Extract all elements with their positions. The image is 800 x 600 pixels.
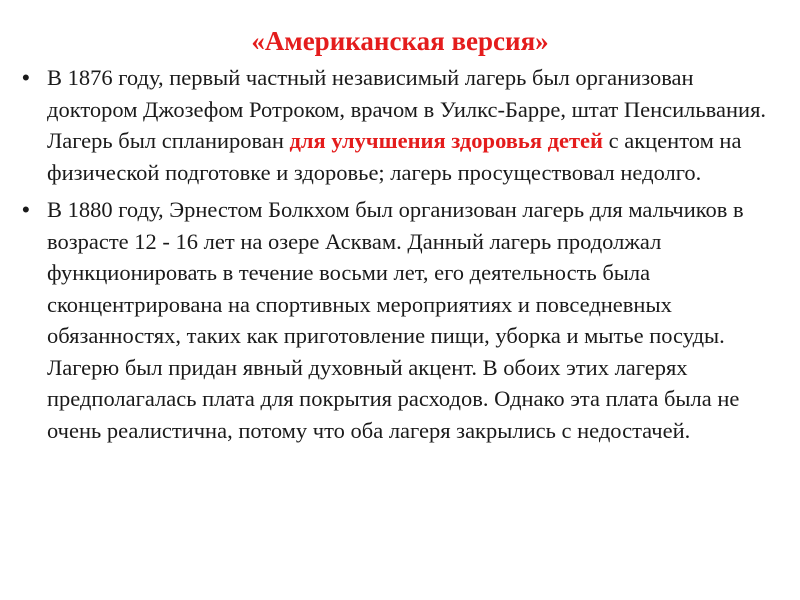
bullet-marker-icon: • bbox=[22, 65, 30, 90]
bullet-1-text-before: В 1876 году, первый частный независимый лагерь был организован доктором Джозефом Ротроком, врачом в Уилкс-Барре, штат Пенсильвания. Лагерь был спланирован bbox=[47, 65, 767, 153]
bullet-item-1 bbox=[22, 62, 782, 188]
bullet-marker-icon: • bbox=[22, 197, 30, 222]
bullet-2-text: В 1880 году, Эрнестом Болкхом был организован лагерь для мальчиков в возрасте 12 - 16 лет на озере Асквам. Данный лагерь продолжал функционировать в течение восьми лет, его деятельность была сконцентрирована на спортивных мероприятиях и повседневных обязанностях, таких как приготовление пищи, уборка и мытье посуды. Лагерю был придан явный духовный акцент. В обоих этих лагерях предполагалась плата для покрытия расходов. Однако эта плата была не очень реалистична, потому что оба лагеря закрылись с недостачей. bbox=[47, 197, 744, 443]
bullet-1-text-after: с акцентом на физической подготовке и здоровье; лагерь просуществовал недолго. bbox=[47, 128, 742, 185]
slide-title: «Американская версия» bbox=[251, 26, 549, 56]
bullet-list bbox=[22, 62, 782, 452]
bullet-1-highlight: для улучшения здоровья детей bbox=[289, 128, 603, 153]
bullet-item-2 bbox=[22, 194, 782, 446]
